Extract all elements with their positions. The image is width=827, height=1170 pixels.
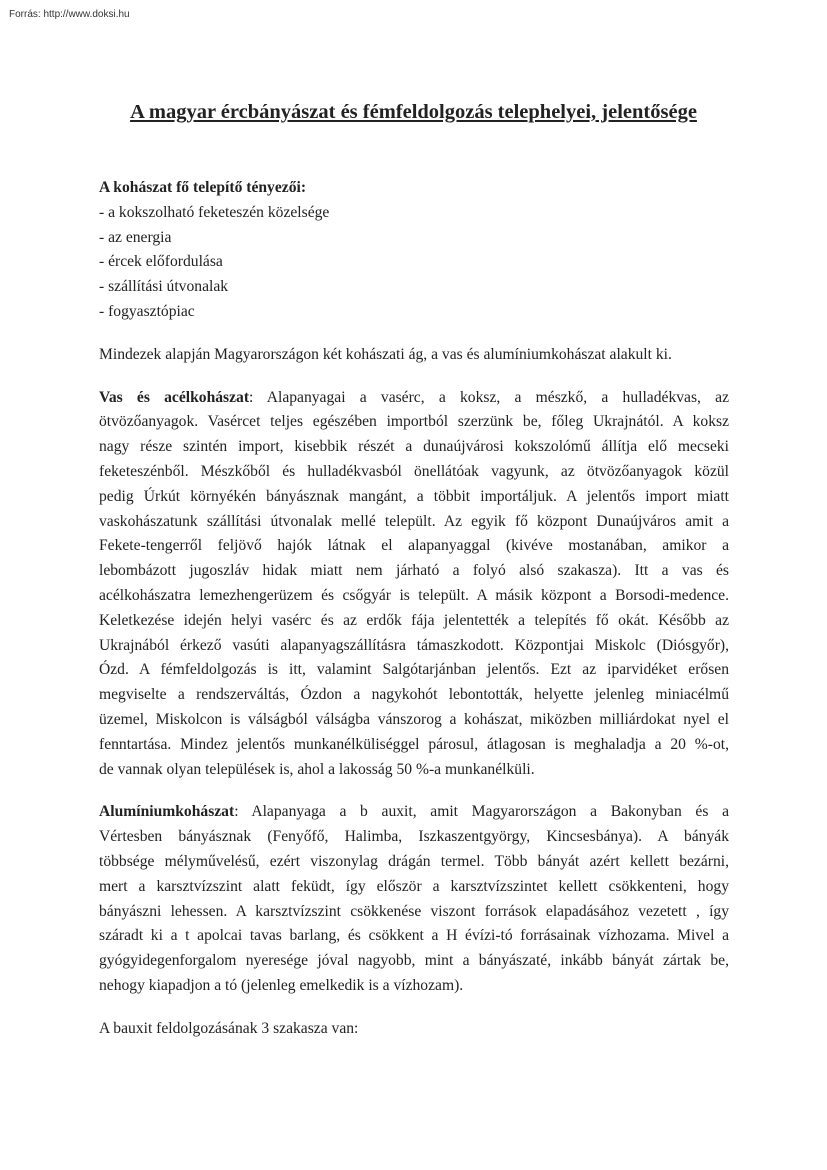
paragraph-line: többsége mélyművelésű, ezért viszonylag drágán termel. Több bányát azért kellett bezárni, [99,852,729,870]
factors-heading: A kohászat fő telepítő tényezői: [99,179,307,196]
paragraph-line: üzemel, Miskolcon is válságból válságba vánszorog a kohászat, miközben milliárdokat nyel el [99,710,729,728]
paragraph-line: feketeszénből. Mészkőből és hulladékvasból önellátóak vagyunk, az ötvözőanyagok közül [99,462,729,480]
paragraph-line: Vas és acélkohászat: Alapanyagai a vasérc, a koksz, a mészkő, a hulladékvas, az [99,388,729,406]
aluminium-term: Alumíniumkohászat [99,803,235,821]
aluminium-paragraph [99,800,729,998]
paragraph-line: száradt ki a t apolcai tavas barlang, és csökkent a H évízi-tó forrásainak vízhozama. Mivel a [99,927,729,945]
paragraph-line: vaskohászatunk szállítási útvonalak mellé települt. Az egyik fő központ Dunaújváros amit a [99,512,729,530]
factor-item: - a kokszolható feketeszén közelsége [99,203,330,221]
page-title: A magyar ércbányászat és fémfeldolgozás telephelyei, jelentősége [130,101,697,123]
document-body [99,176,729,1042]
paragraph-line: Alumíniumkohászat: Alapanyaga a b auxit, amit Magyarországon a Bakonyban és a [99,803,729,821]
source-note: Forrás: http://www.doksi.hu [9,9,130,20]
paragraph-line: Vértesben bányásznak (Fenyőfő, Halimba, Iszkaszentgyörgy, Kincsesbánya). A bányák [99,828,729,846]
factor-item: - az energia [99,228,172,246]
bauxite-stages-intro: A bauxit feldolgozásának 3 szakasza van: [99,1019,359,1037]
paragraph-line: gyógyidegenforgalom nyeresége jóval nagyobb, mint a bányászaté, inkább bányát zártak be, [99,952,729,970]
paragraph-line: nagy része szintén import, kisebbik részét a dunaújvárosi kokszolómű állítja elő mecseki [99,438,729,456]
iron-term: Vas és acélkohászat [99,388,250,406]
paragraph-line: Ózd. A fémfeldolgozás is itt, valamint Salgótarjánban jelentős. Ezt az iparvidéket erősen [99,661,729,679]
paragraph-line: mert a karsztvízszint alatt feküdt, így először a karsztvízszintet kellett csökkenteni, hogy [99,877,729,895]
paragraph-line: pedig Úrkút környékén bányásznak mangánt, a többit importáljuk. A jelentős import miatt [99,487,729,505]
factors-section [99,176,729,325]
paragraph-line: de vannak olyan települések is, ahol a lakosság 50 %-a munkanélküli. [99,760,535,778]
factor-item: - fogyasztópiac [99,302,195,320]
paragraph-line: lebombázott jugoszláv hidak miatt nem járható a folyó alsó szakasza). Itt a vas és [99,562,729,580]
paragraph-line: Fekete-tengerről feljövő hajók látnak el alapanyaggal (kivéve mostanában, amikor a [99,537,729,555]
summary-paragraph: Mindezek alapján Magyarországon két kohászati ág, a vas és alumíniumkohászat alakult ki. [99,345,672,363]
paragraph-line: nehogy kiapadjon a tó (jelenleg emelkedik is a vízhozam). [99,976,464,994]
paragraph-line: fenntartása. Mindez jelentős munkanélküliséggel párosul, átlagosan is meghaladja a 20 %-ot, [99,735,729,753]
factor-item: - szállítási útvonalak [99,278,229,296]
paragraph-line: ötvözőanyagok. Vasércet teljes egészében importból szerzünk be, főleg Ukrajnától. A koksz [99,413,729,431]
paragraph-line: acélkohászatra lemezhengerüzem és csőgyár is települt. A másik központ a Borsodi-medence. [99,586,729,604]
factor-item: - ércek előfordulása [99,253,223,271]
paragraph-line: Ukrajnából érkező vasúti alapanyagszállításra támaszkodott. Központjai Miskolc (Diósgyőr), [99,636,729,654]
iron-steel-paragraph [99,386,729,783]
paragraph-line: megviselte a rendszerváltás, Ózdon a nagykohót lebontották, helyette jelenleg miniacélmű [99,686,729,704]
paragraph-line: bányászni lehessen. A karsztvízszint csökkenése viszont források elapadásához vezetett , így [99,902,729,920]
paragraph-line: Keletkezése idején helyi vasérc és az erdők fája jelentették a telepítés fő okát. Később az [99,611,729,629]
